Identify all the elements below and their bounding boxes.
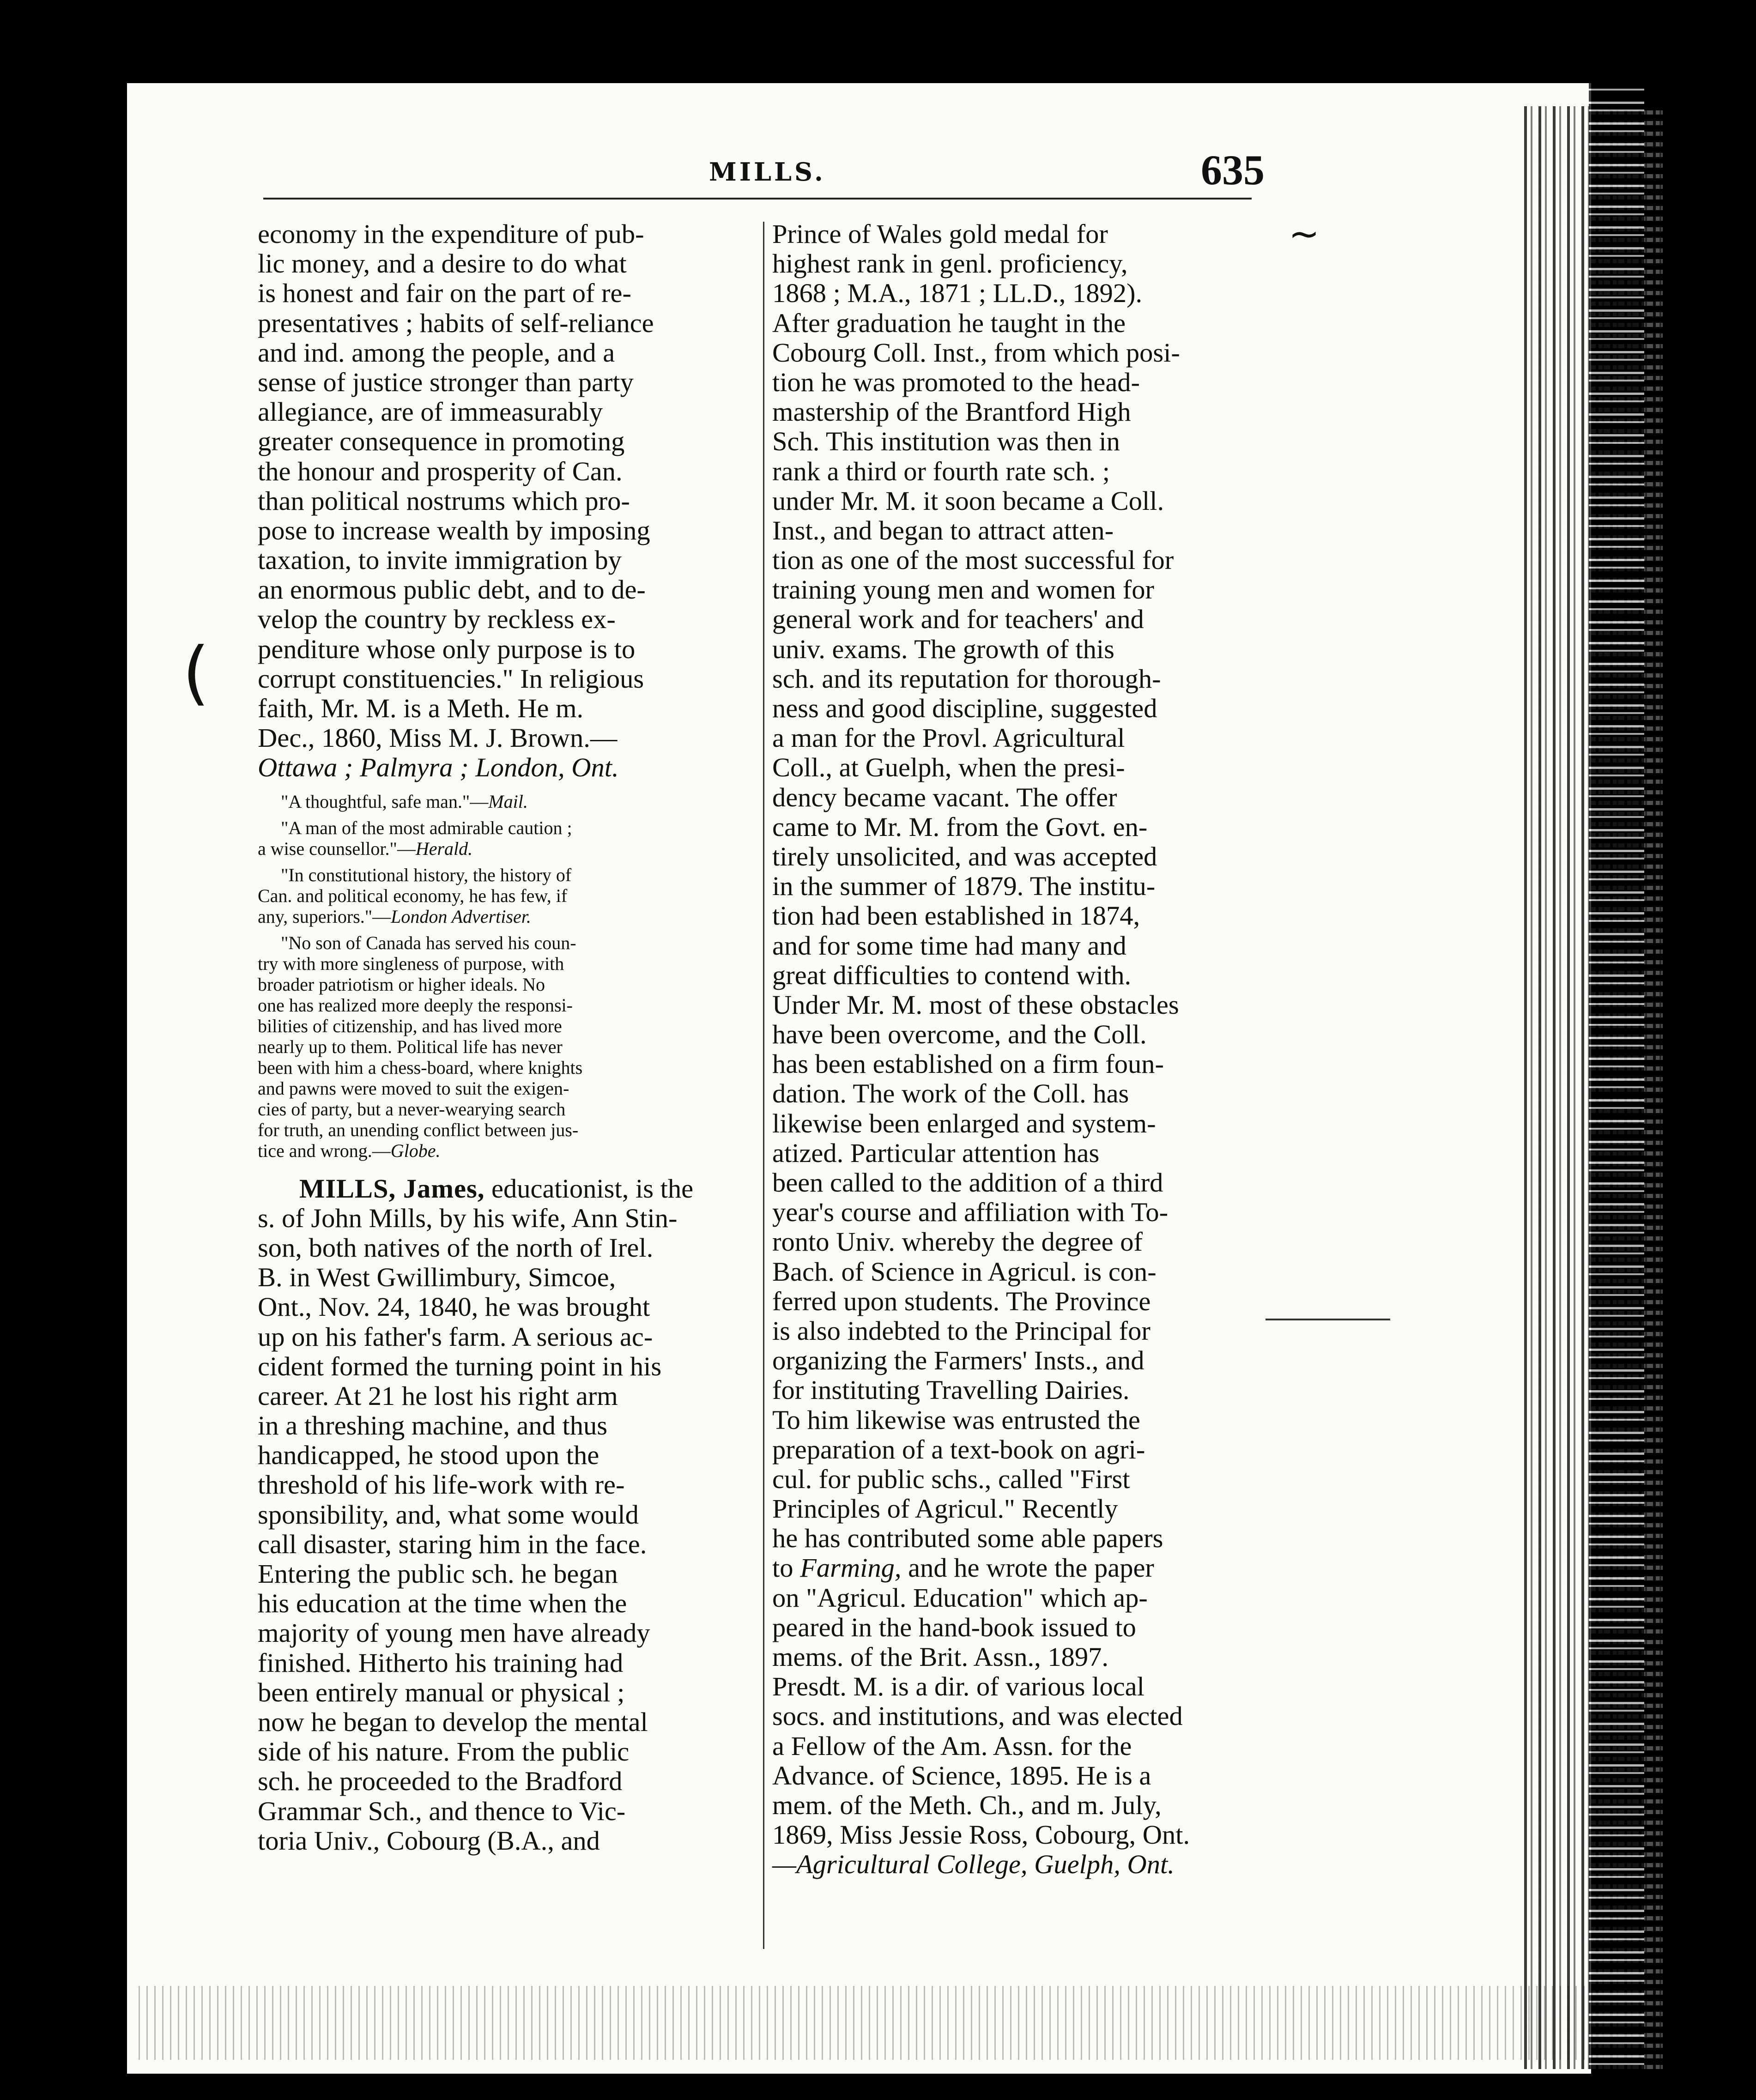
right-column-line: great difficulties to contend with. <box>772 960 1132 990</box>
entry-line: now he began to develop the mental <box>258 1707 648 1737</box>
running-head: MILLS. <box>709 157 826 187</box>
press-quote-line <box>258 1120 693 1140</box>
right-column-line: Inst., and began to attract atten- <box>772 515 1114 545</box>
press-quote-line <box>258 1036 693 1057</box>
entry-line: toria Univ., Cobourg (B.A., and <box>258 1825 600 1856</box>
right-column-line: training young men and women for <box>772 575 1154 605</box>
margin-bracket-mark: ( <box>182 633 210 713</box>
press-quote <box>258 817 693 859</box>
left-column-line: than political nostrums which pro- <box>258 485 630 516</box>
right-column-line: socs. and institutions, and was elected <box>772 1701 1183 1731</box>
entry-line: Grammar Sch., and thence to Vic- <box>258 1796 626 1826</box>
right-column-line: and for some time had many and <box>772 930 1126 961</box>
left-column-line: velop the country by reckless ex- <box>258 604 616 635</box>
right-column-line: mem. of the Meth. Ch., and m. July, <box>772 1790 1162 1820</box>
left-column-line: and ind. among the people, and a <box>258 337 615 368</box>
right-column-line: Coll., at Guelph, when the presi- <box>772 752 1125 783</box>
press-quote-text: "No son of Canada has served his coun- <box>281 932 576 953</box>
right-address-line: —Agricultural College, Guelph, Ont. <box>772 1849 1175 1880</box>
right-column-line: 1868 ; M.A., 1871 ; LL.D., 1892). <box>772 278 1143 309</box>
entry-line: been entirely manual or physical ; <box>258 1677 625 1707</box>
right-column-line: likewise been enlarged and system- <box>772 1108 1156 1138</box>
margin-line-mark <box>1266 1319 1390 1320</box>
right-column-line: Presdt. M. is a dir. of various local <box>772 1671 1144 1702</box>
right-column-line: sch. and its reputation for thorough- <box>772 663 1161 694</box>
entry-line: B. in West Gwillimbury, Simcoe, <box>258 1262 616 1293</box>
right-column-line: univ. exams. The growth of this <box>772 634 1114 664</box>
left-column-line: economy in the expenditure of pub- <box>258 219 644 249</box>
press-quote-text: cies of party, but a never-wearying search <box>258 1098 566 1120</box>
press-quote-line <box>258 885 693 906</box>
right-column-line: Cobourg Coll. Inst., from which posi- <box>772 337 1180 368</box>
press-quote-text: tice and wrong.— <box>258 1140 391 1161</box>
right-column-line: 1869, Miss Jessie Ross, Cobourg, Ont. <box>772 1820 1190 1850</box>
entry-line: finished. Hitherto his training had <box>258 1647 624 1678</box>
right-column-line: tion he was promoted to the head- <box>772 367 1140 397</box>
press-quote-line <box>258 932 693 953</box>
left-column-body <box>258 219 693 753</box>
press-quote-source: Herald. <box>415 838 473 859</box>
right-column-body <box>772 219 1190 1553</box>
press-quote-line <box>258 953 693 974</box>
right-column-line: has been established on a firm foun- <box>772 1049 1164 1079</box>
right-column-line: tirely unsolicited, and was accepted <box>772 841 1157 871</box>
right-column-line: Prince of Wales gold medal for <box>772 219 1108 249</box>
right-column-line: been called to the addition of a third <box>772 1168 1163 1198</box>
right-column-line: tion had been established in 1874, <box>772 901 1140 931</box>
press-quote <box>258 865 693 927</box>
press-quote-line <box>258 974 693 995</box>
right-column-line: tion as one of the most successful for <box>772 545 1174 575</box>
press-quote-text: try with more singleness of purpose, with <box>258 953 564 974</box>
entry-line: side of his nature. From the public <box>258 1737 630 1767</box>
press-quote-source: Globe. <box>390 1140 441 1161</box>
press-quote-line <box>258 1016 693 1036</box>
right-column-line: ronto Univ. whereby the degree of <box>772 1227 1143 1257</box>
entry-line: Ont., Nov. 24, 1840, he was brought <box>258 1292 650 1322</box>
margin-tick-mark: ~ <box>1289 212 1320 255</box>
right-column-line: under Mr. M. it soon became a Coll. <box>772 485 1164 516</box>
entry-line: career. At 21 he lost his right arm <box>258 1380 618 1411</box>
press-quote-line <box>258 838 693 859</box>
left-column-line: allegiance, are of immeasurably <box>258 397 603 427</box>
press-quote-line <box>258 1099 693 1120</box>
entry-line: s. of John Mills, by his wife, Ann Stin- <box>258 1203 678 1233</box>
right-column-line: Bach. of Science in Agricul. is con- <box>772 1256 1157 1287</box>
quote-gap <box>258 927 693 932</box>
press-quote-line <box>258 906 693 927</box>
entry-line: sponsibility, and, what some would <box>258 1499 639 1530</box>
entry-line: up on his father's farm. A serious ac- <box>258 1321 653 1352</box>
right-column-line: mems. of the Brit. Assn., 1897. <box>772 1642 1108 1672</box>
press-quote-text: for truth, an unending conflict between jus- <box>258 1119 579 1140</box>
entry-line: son, both natives of the north of Irel. <box>258 1232 654 1263</box>
entry-line: handicapped, he stood upon the <box>258 1440 599 1471</box>
right-column-line: for instituting Travelling Dairies. <box>772 1375 1130 1405</box>
right-column-line: ferred upon students. The Province <box>772 1286 1151 1316</box>
left-column-line: greater consequence in promoting <box>258 426 625 457</box>
left-column <box>258 219 693 1856</box>
press-quote-line <box>258 817 693 838</box>
left-column-line: an enormous public debt, and to de- <box>258 575 646 605</box>
entry-line: Entering the public sch. he began <box>258 1559 618 1589</box>
right-column-line: general work and for teachers' and <box>772 604 1144 635</box>
entry-line: threshold of his life-work with re- <box>258 1470 625 1500</box>
right-column-line: a Fellow of the Am. Assn. for the <box>772 1731 1132 1761</box>
press-quote-source: London Advertiser. <box>391 906 531 927</box>
right-column-line: mastership of the Brantford High <box>772 397 1131 427</box>
scan-edge-dark <box>1589 83 1644 2069</box>
left-column-line: pose to increase wealth by imposing <box>258 515 650 545</box>
left-column-line: the honour and prosperity of Can. <box>258 456 623 486</box>
entry-line: sch. he proceeded to the Bradford <box>258 1766 623 1797</box>
right-column-line: preparation of a text-book on agri- <box>772 1434 1145 1465</box>
right-column-body-end <box>772 1583 1190 1850</box>
right-column-line: on "Agricul. Education" which ap- <box>772 1582 1148 1613</box>
right-column-line: atized. Particular attention has <box>772 1138 1100 1168</box>
left-column-line: Dec., 1860, Miss M. J. Brown.— <box>258 723 618 753</box>
left-column-line: is honest and fair on the part of re- <box>258 278 631 309</box>
press-quote-line <box>258 1140 693 1161</box>
left-column-line: sense of justice stronger than party <box>258 367 634 397</box>
right-column-line: Principles of Agricul." Recently <box>772 1494 1118 1524</box>
right-column-line: peared in the hand-book issued to <box>772 1612 1136 1642</box>
quote-gap <box>258 859 693 865</box>
press-quote-text: one has realized more deeply the responsi- <box>258 994 573 1016</box>
page-number: 635 <box>1201 146 1265 194</box>
right-column-line: Sch. This institution was then in <box>772 426 1120 457</box>
right-column-line: Under Mr. M. most of these obstacles <box>772 989 1179 1020</box>
entry-line: call disaster, staring him in the face. <box>258 1529 647 1559</box>
press-quote <box>258 791 693 812</box>
press-quote-text: "A man of the most admirable caution ; <box>281 817 572 838</box>
right-column-line: dation. The work of the Coll. has <box>772 1078 1129 1109</box>
left-column-line: presentatives ; habits of self-reliance <box>258 308 654 338</box>
bottom-scan-noise <box>139 1986 1593 2060</box>
right-column-line: is also indebted to the Principal for <box>772 1315 1150 1346</box>
right-column-line: ness and good discipline, suggested <box>772 693 1157 723</box>
press-quote-text: a wise counsellor."— <box>258 838 416 859</box>
right-column-line: cul. for public schs., called "First <box>772 1464 1130 1494</box>
right-column-line: a man for the Provl. Agricultural <box>772 723 1125 753</box>
press-quote-line <box>258 995 693 1016</box>
right-column-line: have been overcome, and the Coll. <box>772 1019 1147 1050</box>
entry-first-line-text: educationist, is the <box>484 1173 694 1204</box>
entry-body <box>258 1204 693 1856</box>
right-column-line: After graduation he taught in the <box>772 308 1126 338</box>
left-column-line: taxation, to invite immigration by <box>258 545 622 575</box>
right-column-line: organizing the Farmers' Insts., and <box>772 1345 1144 1376</box>
header-rule <box>263 198 1252 200</box>
right-column-line: to Farming, and he wrote the paper <box>772 1553 1154 1583</box>
right-column-line: Advance. of Science, 1895. He is a <box>772 1760 1151 1791</box>
column-rule <box>763 222 764 1949</box>
press-quote-line <box>258 1057 693 1078</box>
press-quote-text: been with him a chess-board, where knights <box>258 1057 583 1078</box>
press-quote-text: "A thoughtful, safe man."— <box>281 791 489 812</box>
entry-line: cident formed the turning point in his <box>258 1351 662 1381</box>
entry-line: majority of young men have already <box>258 1618 650 1648</box>
press-quote-text: any, superiors."— <box>258 906 391 927</box>
press-quote-text: and pawns were moved to suit the exigen- <box>258 1077 569 1099</box>
entry-line: in a threshing machine, and thus <box>258 1410 608 1441</box>
press-quotes <box>258 791 693 1167</box>
quote-gap <box>258 812 693 817</box>
left-column-line: penditure whose only purpose is to <box>258 634 636 664</box>
press-quote <box>258 932 693 1161</box>
right-column-line: came to Mr. M. from the Govt. en- <box>772 811 1148 842</box>
left-address-line: Ottawa ; Palmyra ; London, Ont. <box>258 752 619 783</box>
right-column-line: rank a third or fourth rate sch. ; <box>772 456 1110 486</box>
right-column <box>772 219 1190 1880</box>
press-quote-text: Can. and political economy, he has few, if <box>258 885 568 906</box>
entry-first-line <box>258 1174 693 1204</box>
right-column-line: highest rank in genl. proficiency, <box>772 248 1128 279</box>
press-quote-line <box>258 865 693 885</box>
press-quote-source: Mail. <box>488 791 528 812</box>
quote-gap <box>258 1161 693 1167</box>
press-quote-text: nearly up to them. Political life has never <box>258 1036 563 1057</box>
press-quote-line <box>258 1078 693 1099</box>
left-column-line: corrupt constituencies." In religious <box>258 663 644 694</box>
press-quote-text: "In constitutional history, the history of <box>281 864 572 885</box>
right-column-line: he has contributed some able papers <box>772 1523 1163 1554</box>
right-column-line: dency became vacant. The offer <box>772 782 1117 812</box>
left-column-line: lic money, and a desire to do what <box>258 248 627 279</box>
press-quote-text: bilities of citizenship, and has lived more <box>258 1015 562 1036</box>
right-column-line: in the summer of 1879. The institu- <box>772 871 1156 902</box>
right-column-line: year's course and affiliation with To- <box>772 1197 1169 1228</box>
right-column-line: To him likewise was entrusted the <box>772 1404 1140 1435</box>
entry-headword: MILLS, James, <box>299 1173 485 1204</box>
farming-title: Farming, <box>800 1553 902 1583</box>
left-column-line: faith, Mr. M. is a Meth. He m. <box>258 693 584 723</box>
press-quote-line <box>258 791 693 812</box>
press-quote-text: broader patriotism or higher ideals. No <box>258 974 545 995</box>
entry-line: his education at the time when the <box>258 1588 627 1619</box>
